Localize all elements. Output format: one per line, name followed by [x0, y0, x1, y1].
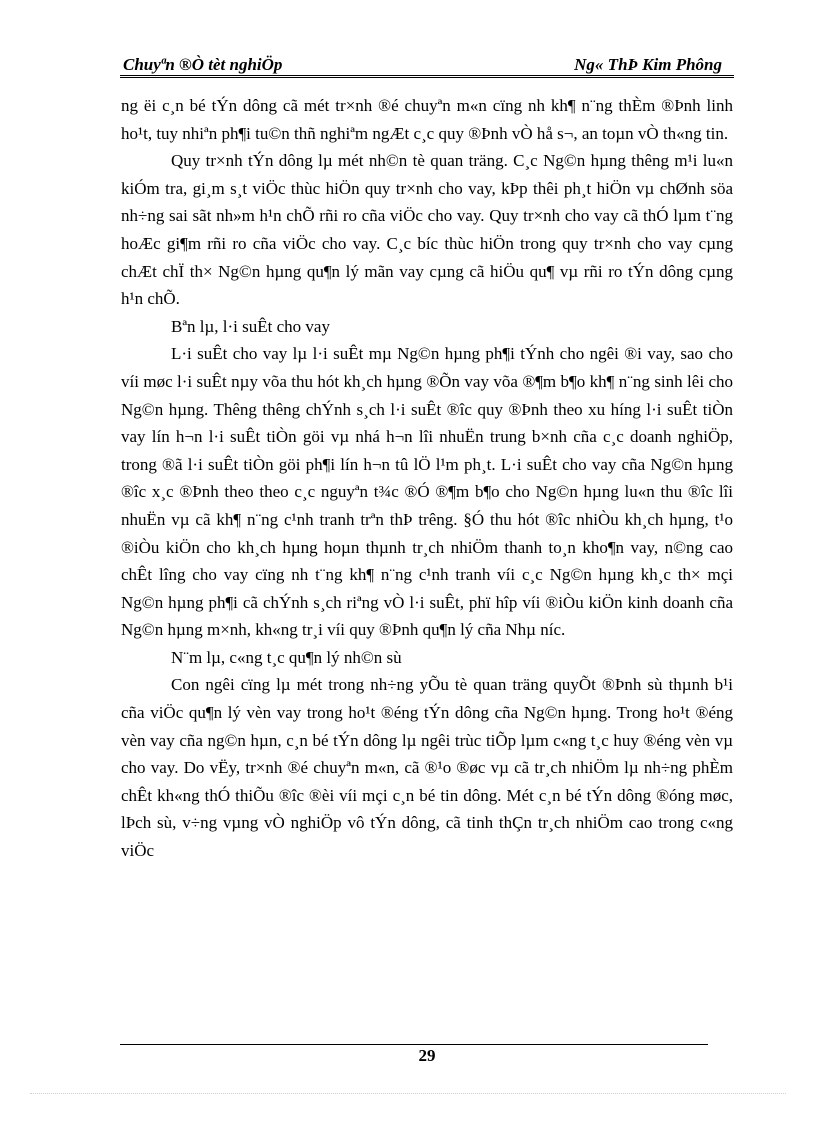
body-text	[121, 92, 733, 865]
section-heading: N¨m lµ, c«ng t¸c qu¶n lý nh©n sù	[171, 647, 402, 667]
header-rule	[120, 75, 734, 78]
paragraph: Quy tr×nh tÝn dông lµ mét nh©n tè quan träng. C¸c Ng©n hµng thêng m¹i lu«n kiÓm tra, gi¸m s¸t viÖc thùc hiÖn quy tr×nh cho vay, kÞp thêi ph¸t hiÖn vµ chØnh söa nh÷ng sai sãt nh»m h¹n chÕ rñi ro cña viÖc cho vay. Quy tr×nh cho vay cã thÓ lµm t¨ng hoÆc gi¶m rñi ro cña viÖc cho vay. C¸c bíc thùc hiÖn trong quy tr×nh cho vay cµng chÆt chÏ th× Ng©n hµng qu¶n lý mãn vay cµng cã hiÖu qu¶ vµ rñi ro tÝn dông cµng h¹n chÕ.	[121, 151, 733, 309]
header-title: Chuyªn ®Ò tèt nghiÖp	[123, 55, 283, 74]
header-author: Ng« ThÞ Kim Phông	[574, 55, 722, 74]
page-break-line	[30, 1093, 786, 1094]
paragraph: L·i suÊt cho vay lµ l·i suÊt mµ Ng©n hµng ph¶i tÝnh cho ngêi ®i vay, sao cho víi møc l·i suÊt nµy võa thu hót kh¸ch hµng ®Õn vay võa ®¶m b¶o kh¶ n¨ng sinh lêi cho Ng©n hµng. Thêng thêng chÝnh s¸ch l·i suÊt ®îc quy ®Þnh theo xu híng l·i suÊt tiÒn vay lín h¬n l·i suÊt tiÒn göi vµ nhá h¬n lîi nhuËn trung b×nh cña c¸c doanh nghiÖp, trong ®ã l·i suÊt tiÒn göi ph¶i lín h¬n tû lÖ l¹m ph¸t. L·i suÊt cho vay cña Ng©n hµng ®îc x¸c ®Þnh theo theo c¸c nguyªn t¾c ®Ó ®¶m b¶o cho Ng©n hµng lu«n thu ®îc lîi nhuËn vµ cã kh¶ n¨ng c¹nh tranh trªn thÞ trêng. §Ó thu hót ®îc nhiÒu kh¸ch hµng, t¹o ®iÒu kiÖn cho kh¸ch hµng hoµn thµnh tr¸ch nhiÖm thanh to¸n kho¶n vay, n©ng cao chÊt lîng cho vay cïng nh t¨ng kh¶ n¨ng c¹nh tranh víi c¸c Ng©n hµng kh¸c th× mçi Ng©n hµng ph¶i cã chÝnh s¸ch riªng vÒ l·i suÊt, phï hîp víi ®iÒu kiÖn kinh doanh cña Ng©n hµng m×nh, kh«ng tr¸i víi quy ®Þnh qu¶n lý cña Nhµ níc.	[121, 344, 733, 640]
page-number: 29	[418, 1046, 436, 1065]
section-heading: Bªn lµ, l·i suÊt cho vay	[171, 316, 330, 336]
paragraph: Con ngêi cïng lµ mét trong nh÷ng yÕu tè quan träng quyÕt ®Þnh sù thµnh b¹i cña viÖc qu¶n lý vèn vay trong ho¹t ®éng tÝn dông cña Ng©n hµng. Trong ho¹t ®éng vèn vay cña ng©n hµn, c¸n bé tÝn dông lµ ngêi trùc tiÕp lµm c«ng t¸c huy ®éng vèn vµ cho vay. Do vËy, tr×nh ®é chuyªn m«n, cã ®¹o ®øc vµ cã tr¸ch nhiÖm lµ nh÷ng phÈm chÊt kh«ng thÓ thiÕu ®îc ®èi víi mçi c¸n bé tin dông. Mét c¸n bé tÝn dông ®óng møc, lÞch sù, v÷ng vµng vÒ nghiÖp vô tÝn dông, cã tinh thÇn tr¸ch nhiÖm cao trong c«ng viÖc	[121, 675, 733, 861]
footer-rule	[120, 1044, 708, 1045]
paragraph: ng ëi c¸n bé tÝn dông cã mét tr×nh ®é chuyªn m«n cïng nh kh¶ n¨ng thÈm ®Þnh linh ho¹t, tuy nhiªn ph¶i tu©n thñ nghiªm ngÆt c¸c quy ®Þnh vÒ hå s¬, an toµn vÒ th«ng tin.	[121, 96, 733, 143]
